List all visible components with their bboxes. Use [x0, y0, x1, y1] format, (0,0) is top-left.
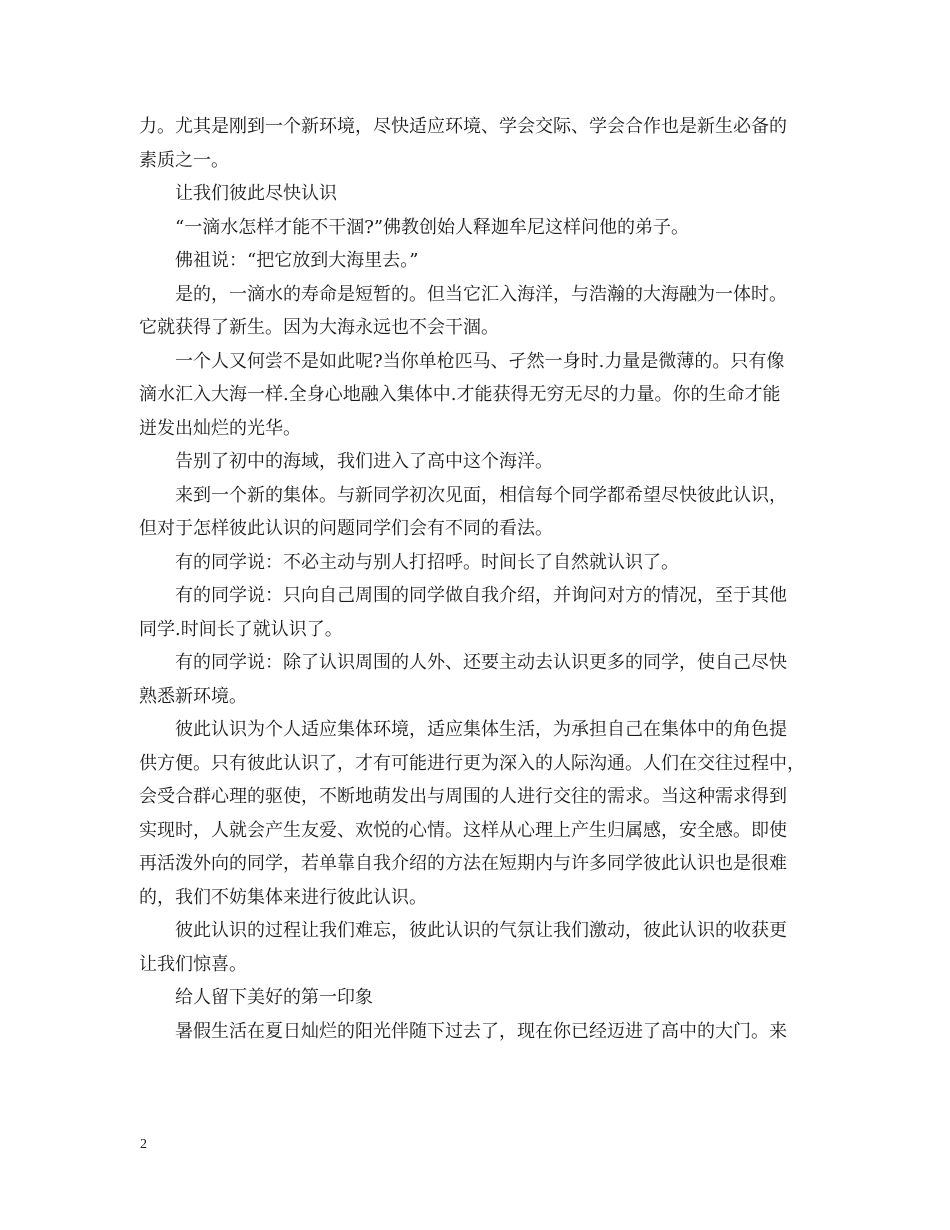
- text-line: 让我们惊喜。: [139, 953, 247, 975]
- text-line: 同学.时间长了就认识了。: [139, 618, 343, 640]
- text-line: 的，我们不妨集体来进行彼此认识。: [139, 886, 427, 908]
- text-line: 有的同学说：不必主动与别人打招呼。时间长了自然就认识了。: [175, 551, 679, 573]
- text-line: 力。尤其是刚到一个新环境，尽快适应环境、学会交际、学会合作也是新生必备的: [139, 116, 787, 137]
- text-line: 但对于怎样彼此认识的问题同学们会有不同的看法。: [139, 518, 553, 539]
- text-line: 来到一个新的集体。与新同学初次见面，相信每个同学都希望尽快彼此认识，: [175, 484, 787, 506]
- text-line: 会受合群心理的驱使，不断地萌发出与周围的人进行交往的需求。当这种需求得到: [139, 786, 787, 807]
- text-line: “一滴水怎样才能不干涸?”佛教创始人释迦牟尼这样问他的弟子。: [175, 216, 690, 238]
- text-line: 让我们彼此尽快认识: [175, 183, 337, 204]
- text-line: 一个人又何尝不是如此呢?当你单枪匹马、孑然一身时.力量是微薄的。只有像: [175, 350, 785, 372]
- text-line: 彼此认识为个人适应集体环境，适应集体生活，为承担自己在集体中的角色提: [175, 719, 787, 740]
- text-line: 彼此认识的过程让我们难忘，彼此认识的气氛让我们激动，彼此认识的收获更: [175, 920, 787, 941]
- text-line: 素质之一。: [139, 149, 229, 171]
- text-line: 迸发出灿烂的光华。: [139, 417, 301, 439]
- page-number: 2: [140, 1137, 147, 1152]
- text-line: 熟悉新环境。: [139, 685, 247, 707]
- text-line: 滴水汇入大海一样.全身心地融入集体中.才能获得无穷无尽的力量。你的生命才能: [139, 384, 781, 405]
- text-line: 有的同学说：除了认识周围的人外、还要主动去认识更多的同学，使自己尽快: [175, 652, 787, 673]
- text-line: 它就获得了新生。因为大海永远也不会干涸。: [139, 317, 499, 338]
- text-line: 给人留下美好的第一印象: [175, 987, 373, 1008]
- text-line: 有的同学说：只向自己周围的同学做自我介绍，并询问对方的情况，至于其他: [175, 585, 787, 606]
- text-line: 暑假生活在夏日灿烂的阳光伴随下过去了，现在你已经迈进了高中的大门。来: [175, 1020, 787, 1042]
- body-text: [139, 115, 814, 1053]
- text-line: 佛祖说：“把它放到大海里去。”: [175, 250, 419, 271]
- text-line: 再活泼外向的同学，若单靠自我介绍的方法在短期内与许多同学彼此认识也是很难: [139, 853, 787, 874]
- text-line: 实现时，人就会产生友爱、欢悦的心情。这样从心理上产生归属感，安全感。即使: [139, 819, 787, 841]
- text-line: 告别了初中的海域，我们进入了高中这个海洋。: [175, 451, 553, 472]
- text-line: 供方便。只有彼此认识了，才有可能进行更为深入的人际沟通。人们在交往过程中，: [139, 752, 805, 774]
- text-line: 是的，一滴水的寿命是短暂的。但当它汇入海洋，与浩瀚的大海融为一体时。: [175, 283, 787, 305]
